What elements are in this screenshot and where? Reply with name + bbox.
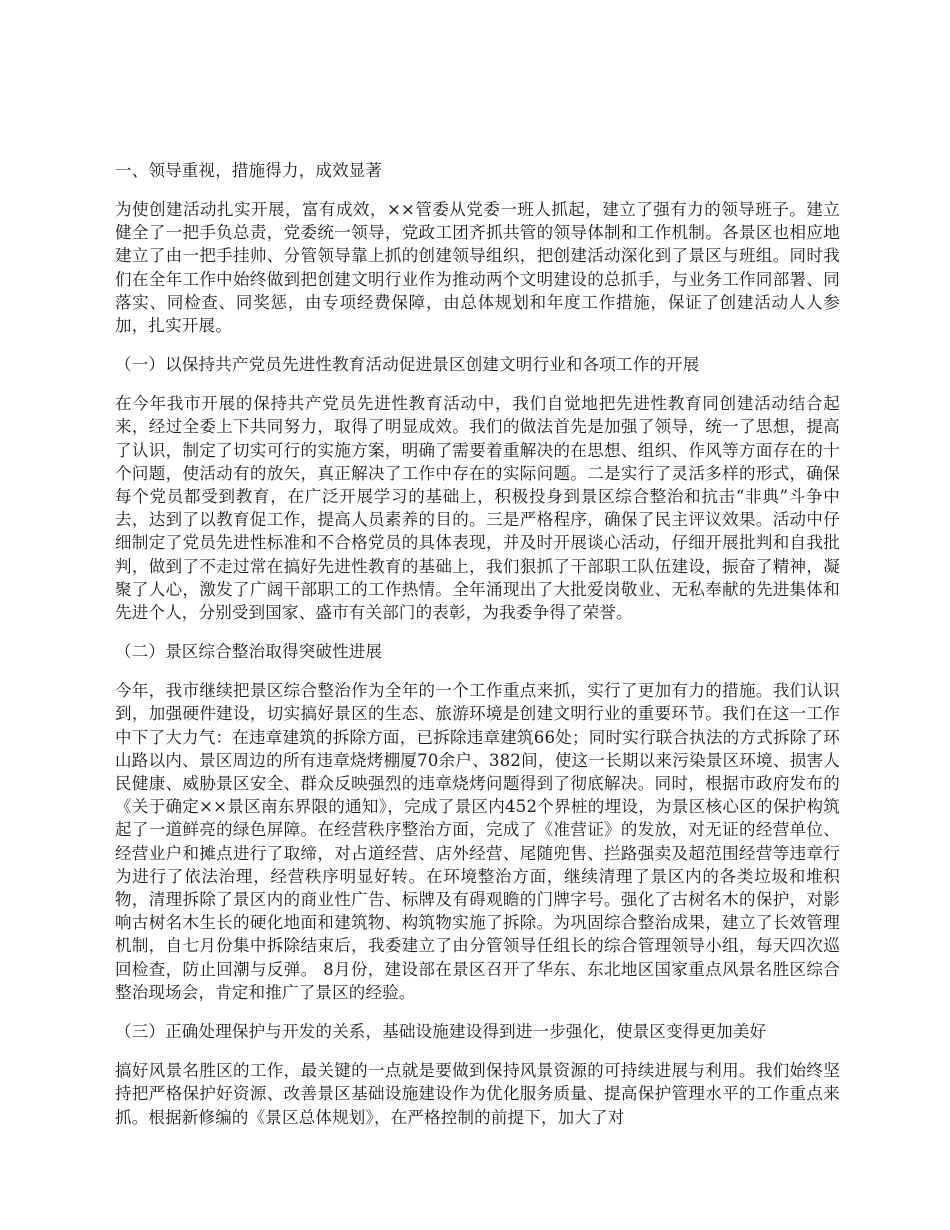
section-paragraph-4: 搞好风景名胜区的工作，最关键的一点就是要做到保持风景资源的可持续进展与利用。我们始终坚持把严格保护好资源、改善景区基础设施建设作为优化服务质量、提高保护管理水平的工作重点来抓。根据新修编的《景区总体规划》，在严格控制的前提下，加大了对 <box>115 1061 840 1127</box>
section-paragraph-1: 为使创建活动扎实开展，富有成效，××管委从党委一班人抓起，建立了强有力的领导班子。建立健全了一把手负总责，党委统一领导，党政工团齐抓共管的领导体制和工作机制。各景区也相应地建立了由一把手挂帅、分管领导靠上抓的创建领导组织，把创建活动深化到了景区与班组。同时我们在全年工作中始终做到把创建文明行业作为推动两个文明建设的总抓手，与业务工作同部署、同落实、同检查、同奖惩，由专项经费保障，由总体规划和年度工作措施，保证了创建活动人人参加，扎实开展。 <box>115 200 840 336</box>
document-page <box>115 158 840 1144</box>
section-heading-4: （三）正确处理保护与开发的关系，基础设施建设得到进一步强化，使景区变得更加美好 <box>115 1022 767 1042</box>
section-heading-1: 一、领导重视，措施得力，成效显著 <box>115 161 383 180</box>
section-paragraph-2: 在今年我市开展的保持共产党员先进性教育活动中，我们自觉地把先进性教育同创建活动结合起来，经过全委上下共同努力，取得了明显成效。我们的做法首先是加强了领导，统一了思想，提高了认识，制定了切实可行的实施方案，明确了需要着重解决的在思想、组织、作风等方面存在的十个问题，使活动有的放矢，真正解决了工作中存在的实际问题。二是实行了灵活多样的形式，确保每个党员都受到教育，在广泛开展学习的基础上，积极投身到景区综合整治和抗击“非典”斗争中去，达到了以教育促工作，提高人员素养的目的。三是严格程序，确保了民主评议效果。活动中仔细制定了党员先进性标准和不合格党员的具体表现，并及时开展谈心活动，仔细开展批判和自我批判，做到了不走过常在搞好先进性教育的基础上，我们狠抓了干部职工队伍建设，振奋了精神，凝聚了人心，激发了广阔干部职工的工作热情。全年涌现出了大批爱岗敬业、无私奉献的先进集体和先进个人，分别受到国家、盛市有关部门的表彰，为我委争得了荣誉。 <box>115 394 840 623</box>
section-heading-2: （一）以保持共产党员先进性教育活动促进景区创建文明行业和各项工作的开展 <box>115 355 700 375</box>
section-heading-3: （二）景区综合整治取得突破性进展 <box>115 642 383 662</box>
section-paragraph-3: 今年，我市继续把景区综合整治作为全年的一个工作重点来抓，实行了更加有力的措施。我们认识到，加强硬件建设，切实搞好景区的生态、旅游环境是创建文明行业的重要环节。我们在这一工作中下了大力气：在违章建筑的拆除方面，已拆除违章建筑66处；同时实行联合执法的方式拆除了环山路以内、景区周边的所有违章烧烤棚厦70余户、382间，使这一长期以来污染景区环境、损害人民健康、威胁景区安全、群众反映强烈的违章烧烤问题得到了彻底解决。同时，根据市政府发布的《关于确定××景区南东界限的通知》，完成了景区内452个界桩的埋设，为景区核心区的保护构筑起了一道鲜亮的绿色屏障。在经营秩序整治方面，完成了《准营证》的发放，对无证的经营单位、经营业户和摊点进行了取缔，对占道经营、店外经营、尾随兜售、拦路强卖及超范围经营等违章行为进行了依法治理，经营秩序明显好转。在环境整治方面，继续清理了景区内的各类垃圾和堆积物，清理拆除了景区内的商业性广告、标牌及有碍观瞻的门牌字号。强化了古树名木的保护，对影响古树名木生长的硬化地面和建筑物、构筑物实施了拆除。为巩固综合整治成果，建立了长效管理机制，自七月份集中拆除结束后，我委建立了由分管领导任组长的综合管理领导小组，每天四次巡回检查，防止回潮与反弹。 8月份，建设部在景区召开了华东、东北地区国家重点风景名胜区综合整治现场会，肯定和推广了景区的经验。 <box>115 681 840 1002</box>
